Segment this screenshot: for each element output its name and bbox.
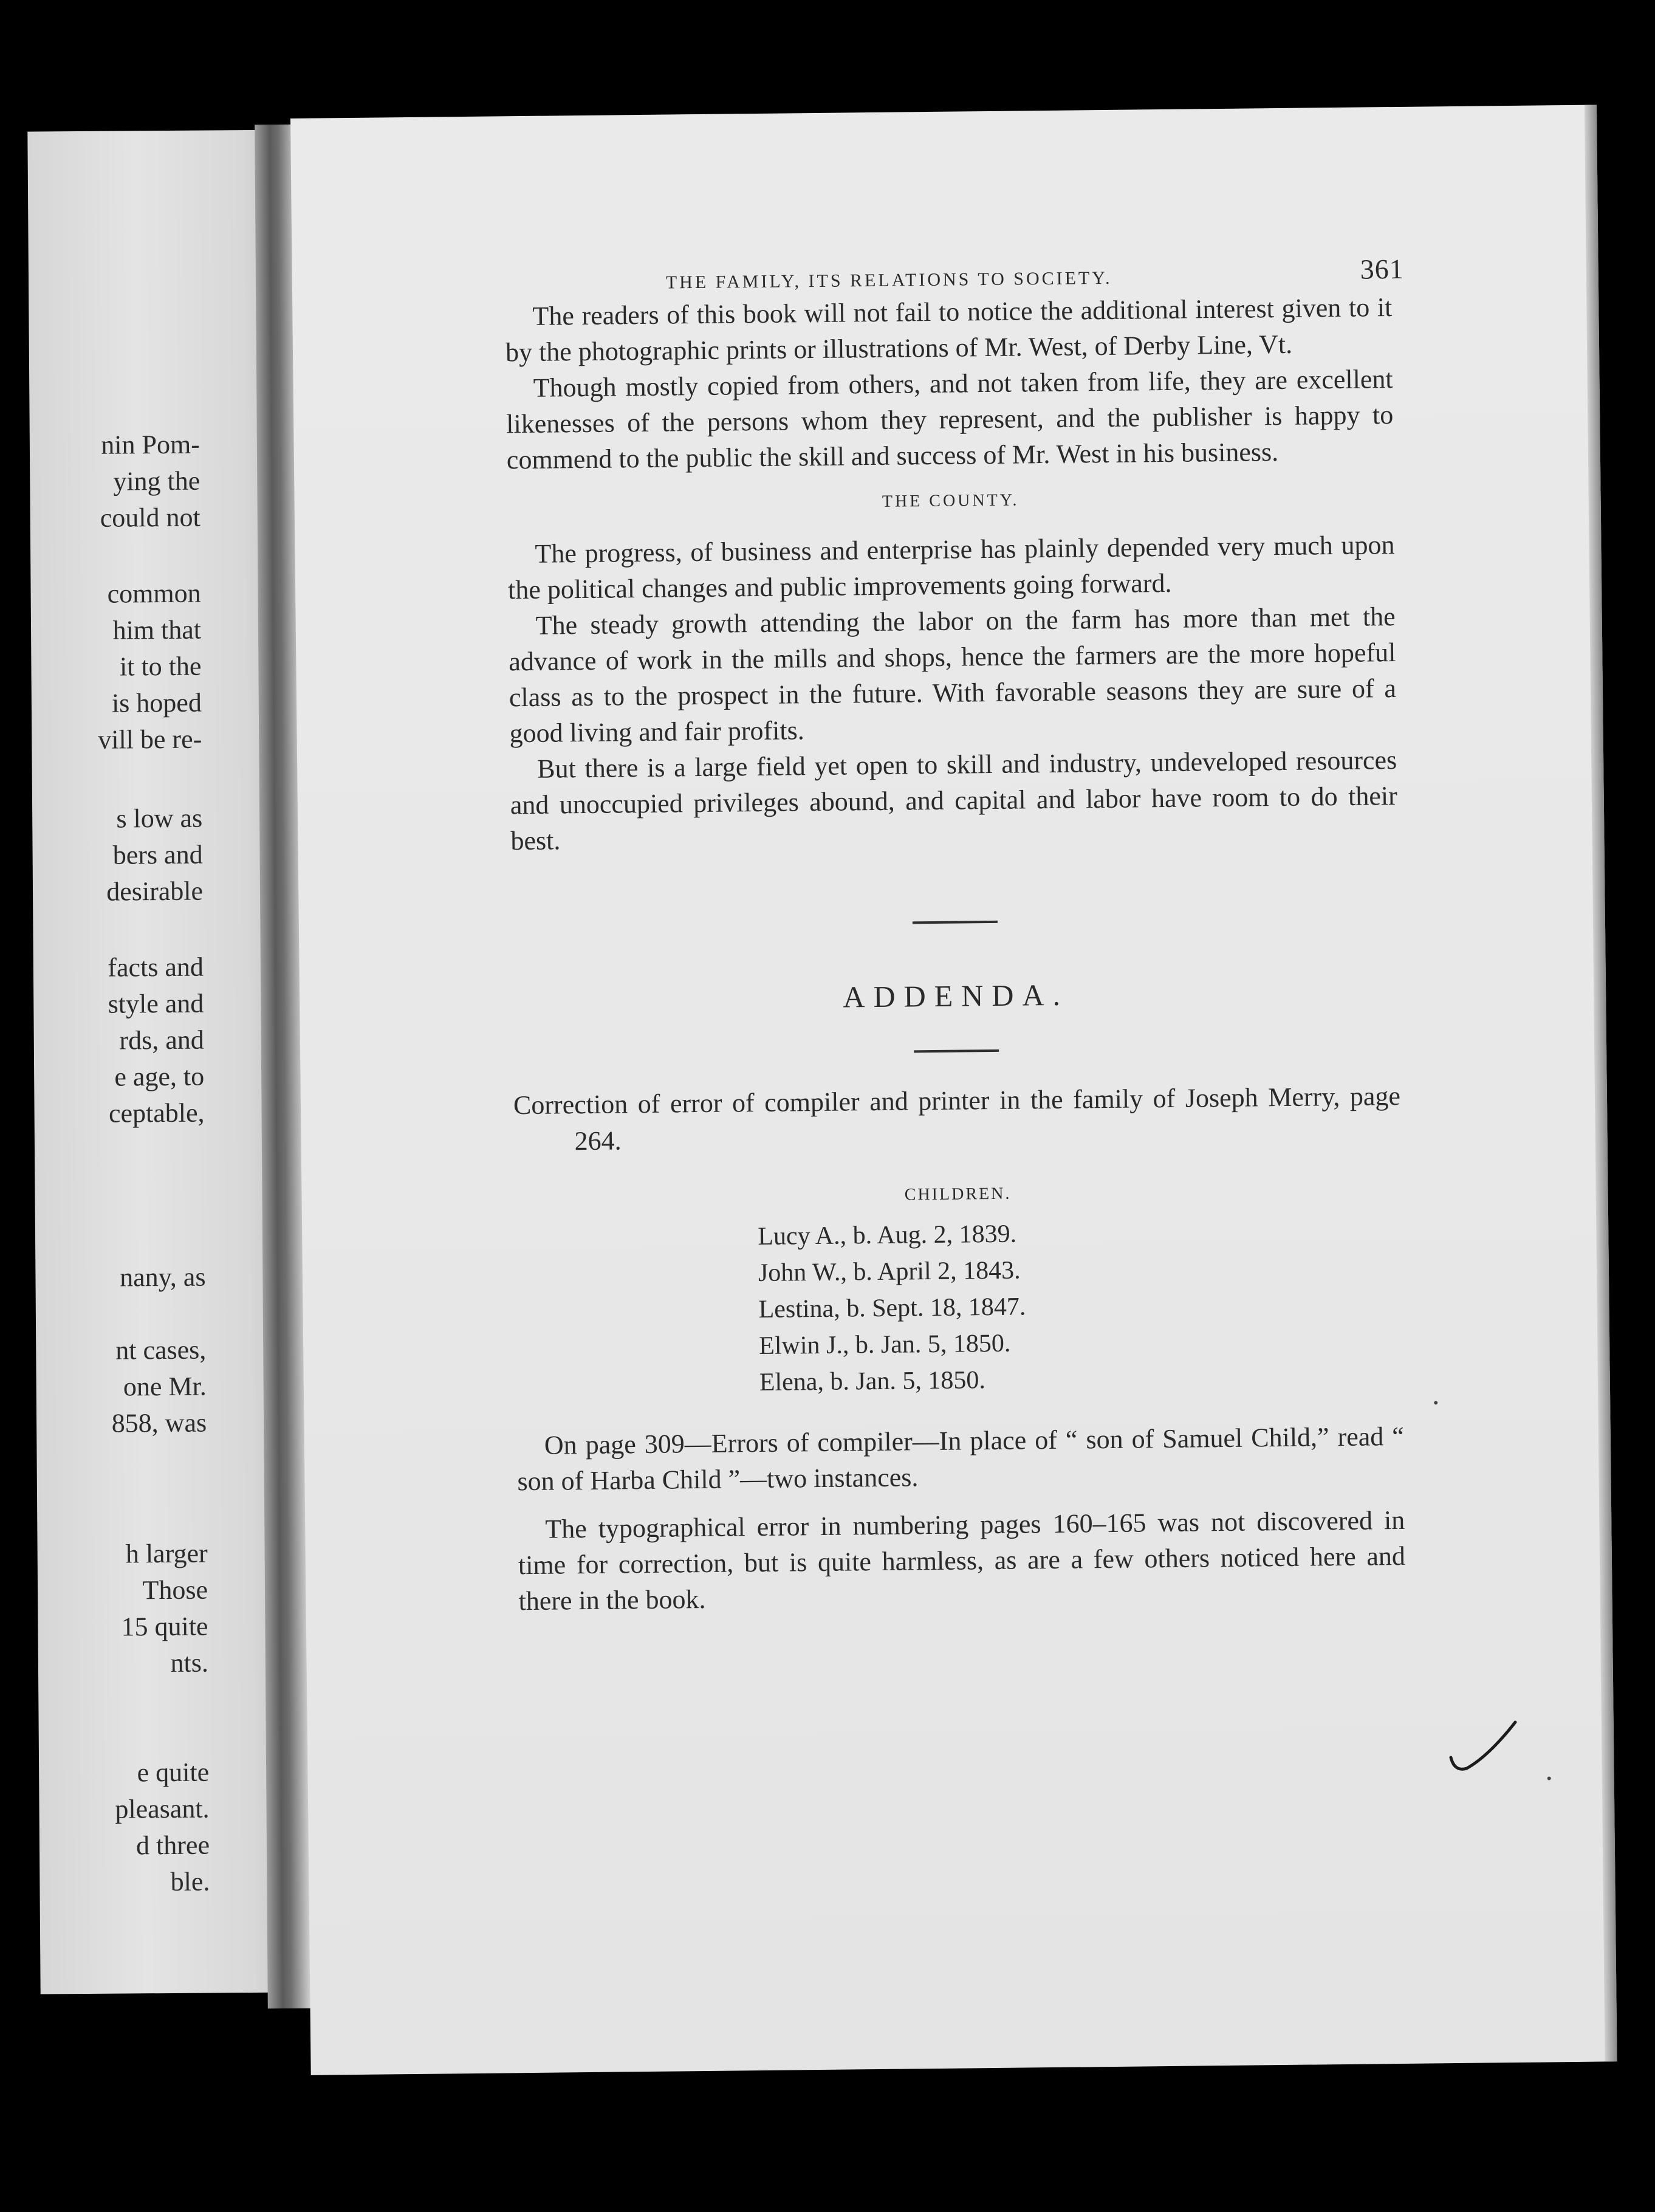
left-fragment-line: nin Pom- [101, 429, 200, 460]
left-fragment-line: nt cases, [115, 1334, 207, 1365]
ink-speck [1434, 1401, 1437, 1404]
closing-paragraph: On page 309—Errors of compiler—In place of “ son of Samuel Child,” read “ son of Harba Child ”—two instances. [517, 1421, 1405, 1497]
left-fragment-line: e age, to [114, 1061, 205, 1092]
left-fragment-line: it to the [119, 651, 202, 682]
addenda-title: ADDENDA. [843, 977, 1069, 1014]
list-item: Lucy A., b. Aug. 2, 1839. [758, 1220, 1017, 1251]
county-paragraph: The steady growth attending the labor on the farm has more than met the advance of work in the mills and shops, hence the farmers are the more hopeful class as to the prospect in the future. With favorable seasons they are sure of a good living and fair profits. [509, 602, 1397, 749]
county-paragraph: The progress, of business and enterprise has plainly depended very much upon the political changes and public improvements going forward. [507, 530, 1395, 605]
correction-note: Correction of error of compiler and printer in the family of Joseph Merry, page 264. [513, 1080, 1401, 1156]
running-head-title: THE FAMILY, ITS RELATIONS TO SOCIETY. [665, 267, 1112, 293]
left-fragment-line: facts and [108, 952, 204, 983]
list-item: Elena, b. Jan. 5, 1850. [759, 1366, 986, 1397]
ink-speck [1547, 1776, 1551, 1780]
page-content [504, 253, 1405, 1619]
left-fragment-line: could not [100, 502, 200, 533]
left-fragment-line: desirable [106, 876, 204, 907]
page-number: 361 [1360, 253, 1404, 285]
left-fragment-line: bers and [112, 839, 203, 870]
left-fragment-line: pleasant. [115, 1793, 210, 1824]
page-edge [1585, 105, 1617, 2061]
left-fragment-line: nts. [170, 1647, 209, 1678]
left-fragment-line: rds, and [119, 1025, 204, 1056]
left-fragment-line: vill be re- [98, 724, 202, 755]
check-mark-icon [1446, 1714, 1519, 1787]
left-fragment-line: him that [112, 614, 202, 645]
left-fragment-line: 858, was [111, 1407, 207, 1438]
county-paragraph: But there is a large field yet open to skill and industry, undeveloped resources and unoccupied privileges abound, and capital and labor have room to do their best. [510, 744, 1398, 856]
left-fragment-line: nany, as [119, 1262, 206, 1293]
intro-paragraph: Though mostly copied from others, and not taken from life, they are excellent likenesses of the persons whom they represent, and the publisher is happy to commend to the public the skill and success of Mr. West in his business. [506, 364, 1394, 475]
divider-rule [913, 921, 998, 924]
list-item: Lestina, b. Sept. 18, 1847. [758, 1293, 1026, 1324]
left-fragment-line: Those [142, 1575, 208, 1606]
intro-paragraph: The readers of this book will not fail to notice the additional interest given to it by the photographic prints or illustrations of Mr. West, of Derby Line, Vt. [505, 292, 1393, 368]
list-item: John W., b. April 2, 1843. [758, 1256, 1021, 1288]
left-fragment-line: d three [135, 1830, 210, 1861]
list-item: Elwin J., b. Jan. 5, 1850. [758, 1329, 1011, 1361]
left-fragment-line: e quite [137, 1757, 210, 1788]
left-fragment-line: ying the [113, 465, 200, 496]
left-fragment-line: ble. [170, 1866, 210, 1897]
left-fragment-line: s low as [116, 803, 203, 834]
left-fragment-line: 15 quite [121, 1611, 208, 1642]
children-list [515, 1212, 1403, 1403]
left-fragment-line: style and [108, 988, 204, 1019]
left-fragment-line: common [107, 578, 201, 609]
left-fragment-line: h larger [125, 1538, 208, 1569]
left-fragment-line: ceptable, [108, 1097, 205, 1128]
county-heading: THE COUNTY. [882, 490, 1019, 511]
left-fragment-line: one Mr. [123, 1371, 207, 1402]
closing-paragraph: The typographical error in numbering pages 160–165 was not discovered in time for correction, but is quite harmless, as are a few others noticed here and there in the book. [518, 1505, 1406, 1616]
children-heading: CHILDREN. [904, 1184, 1012, 1204]
left-fragment-line: is hoped [111, 687, 202, 718]
book-page [290, 105, 1617, 2075]
